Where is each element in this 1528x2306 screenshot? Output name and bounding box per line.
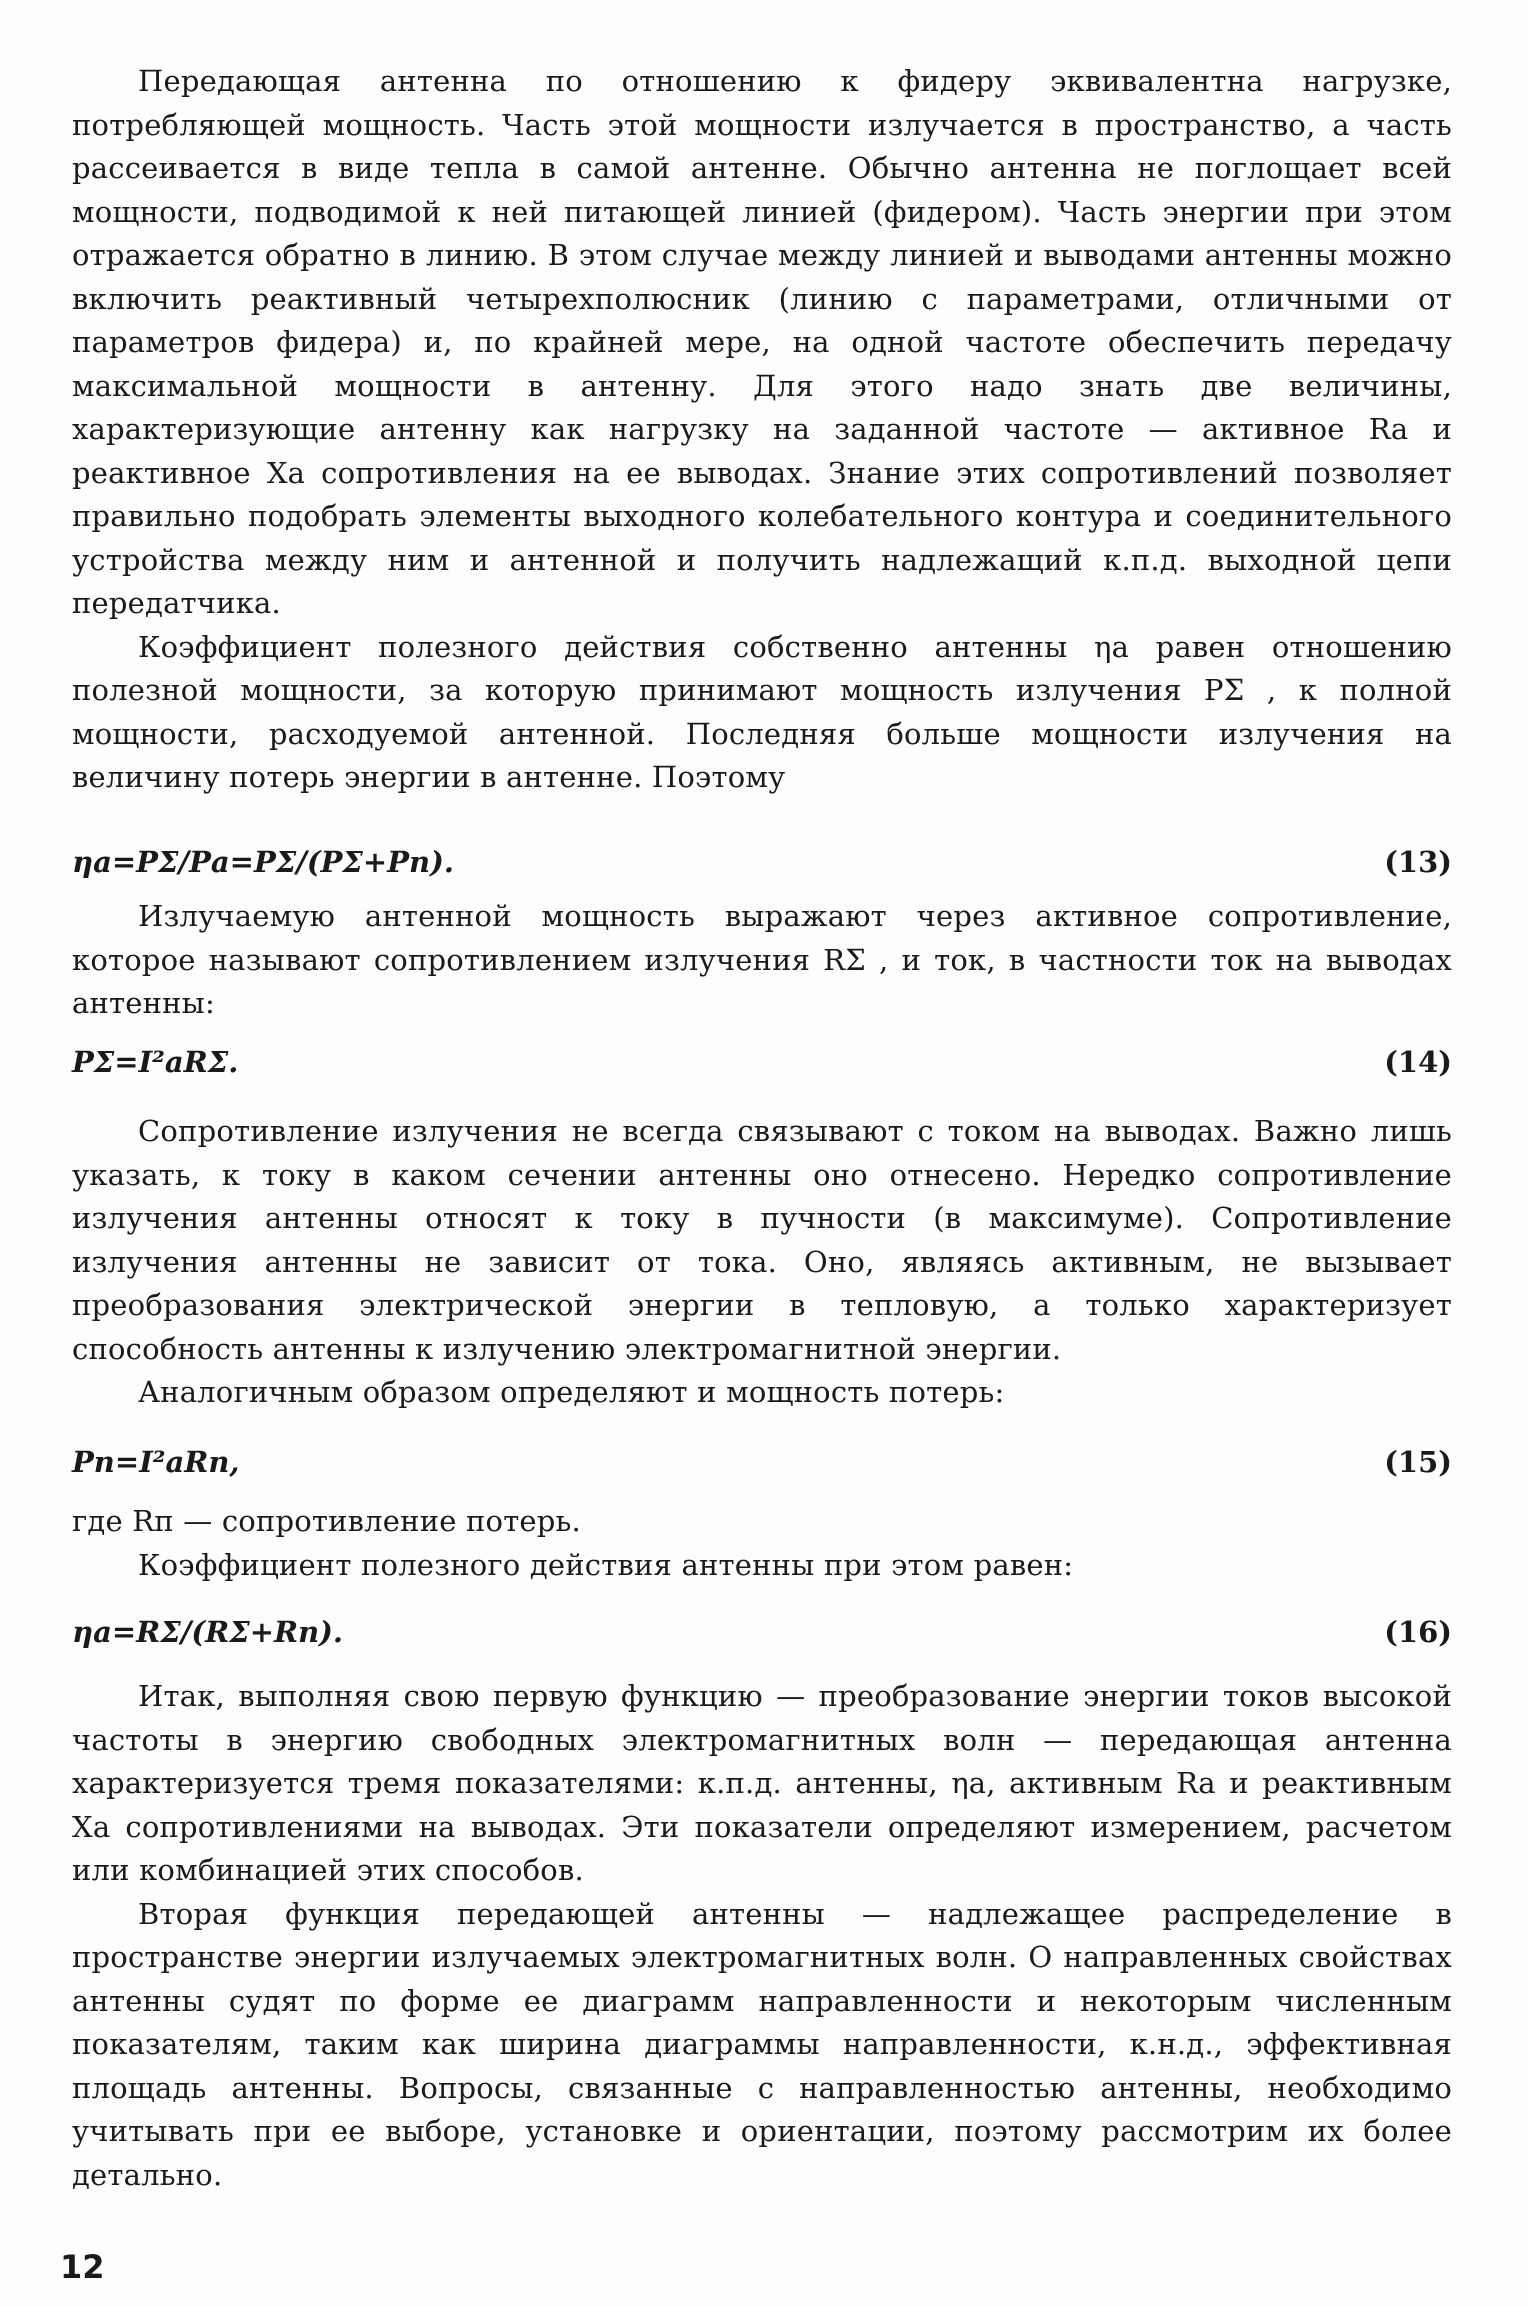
text-block-4 (72, 1500, 1452, 1587)
equation-16 (72, 1610, 1452, 1654)
equation-15 (72, 1440, 1452, 1484)
paragraph-efficiency-intro: Коэффициент полезного действия антенны при этом равен: (138, 1547, 1074, 1582)
equation-16-number: (16) (1384, 1615, 1452, 1649)
equation-13-number: (13) (1384, 845, 1452, 879)
equation-15-number: (15) (1384, 1445, 1452, 1479)
paragraph-efficiency-definition: Коэффициент полезного действия собственно антенны ηа равен отношению полезной мощности, за которую принимают мощность излучения PΣ , к полной мощности, расходуемой антенной. Последняя больше мощности излучения на величину потерь энергии в антенне. Поэтому (72, 629, 1452, 794)
paragraph-loss-power-intro: Аналогичным образом определяют и мощность потерь: (138, 1375, 1005, 1409)
text-block-5 (72, 1675, 1452, 2197)
equation-14-number: (14) (1384, 1045, 1452, 1079)
paragraph-radiation-resistance: Сопротивление излучения не всегда связывают с током на выводах. Важно лишь указать, к току в каком сечении антенны оно отнесено. Нередко сопротивление излучения антенны относят к току в пучности (в максимуме). Сопротивление излучения антенны не зависит от тока. Оно, являясь активным, не вызывает преобразования электрической энергии в тепловую, а только характеризует способность антенны к излучению электромагнитной энергии. (72, 1114, 1452, 1366)
paragraph-first-function: Итак, выполняя свою первую функцию — преобразование энергии токов высокой частоты в энергию свободных электромагнитных волн — передающая антенна характеризуется тремя показателями: к.п.д. антенны, ηа, активным Rа и реактивным Xа сопротивлениями на выводах. Эти показатели определяют измерением, расчетом или комбинацией этих способов. (72, 1679, 1452, 1887)
paragraph-second-function: Вторая функция передающей антенны — надлежащее распределение в пространстве энергии излучаемых электромагнитных волн. О направленных свойствах антенны судят по форме ее диаграмм направленности и некоторым численным показателям, таким как ширина диаграммы направленности, к.н.д., эффективная площадь антенны. Вопросы, связанные с направленностью антенны, необходимо учитывать при ее выборе, установке и ориентации, поэтому рассмотрим их более детально. (72, 1896, 1452, 2192)
paragraph-antenna-load: Передающая антенна по отношению к фидеру эквивалентна нагрузке, потребляющей мощность. Часть этой мощности излучается в пространство, а часть рассеивается в виде тепла в самой антенне. Обычно антенна не поглощает всей мощности, подводимой к ней питающей линией (фидером). Часть энергии при этом отражается обратно в линию. В этом случае между линией и выводами антенны можно включить реактивный четырехполюсник (линию с параметрами, отличными от параметров фидера) и, по крайней мере, на одной частоте обеспечить передачу максимальной мощности в антенну. Для этого надо знать две величины, характеризующие антенну как нагрузку на заданной частоте — активное Rа и реактивное Xа сопротивления на ее выводах. Знание этих сопротивлений позволяет правильно подобрать элементы выходного колебательного контура и соединительного устройства между ним и антенной и получить надлежащий к.п.д. выходной цепи передатчика. (72, 64, 1452, 620)
text-block-3 (72, 1110, 1452, 1415)
equation-13-formula: ηа=PΣ/Pа=PΣ/(PΣ+Pп). (72, 845, 454, 879)
paragraph-radiated-power: Излучаемую антенной мощность выражают через активное сопротивление, которое называют сопротивлением излучения RΣ , и ток, в частности ток на выводах антенны: (72, 899, 1452, 1020)
equation-16-formula: ηа=RΣ/(RΣ+Rп). (72, 1615, 343, 1649)
equation-15-formula: Pп=I²аRп, (72, 1445, 240, 1479)
text-block-1 (72, 60, 1452, 800)
text-block-2 (72, 895, 1452, 1026)
equation-13 (72, 840, 1452, 884)
equation-14 (72, 1040, 1452, 1084)
page-number: 12 (60, 2248, 105, 2286)
where-loss-resistance: где Rп — сопротивление потерь. (72, 1504, 581, 1538)
equation-14-formula: PΣ=I²аRΣ. (72, 1045, 239, 1079)
